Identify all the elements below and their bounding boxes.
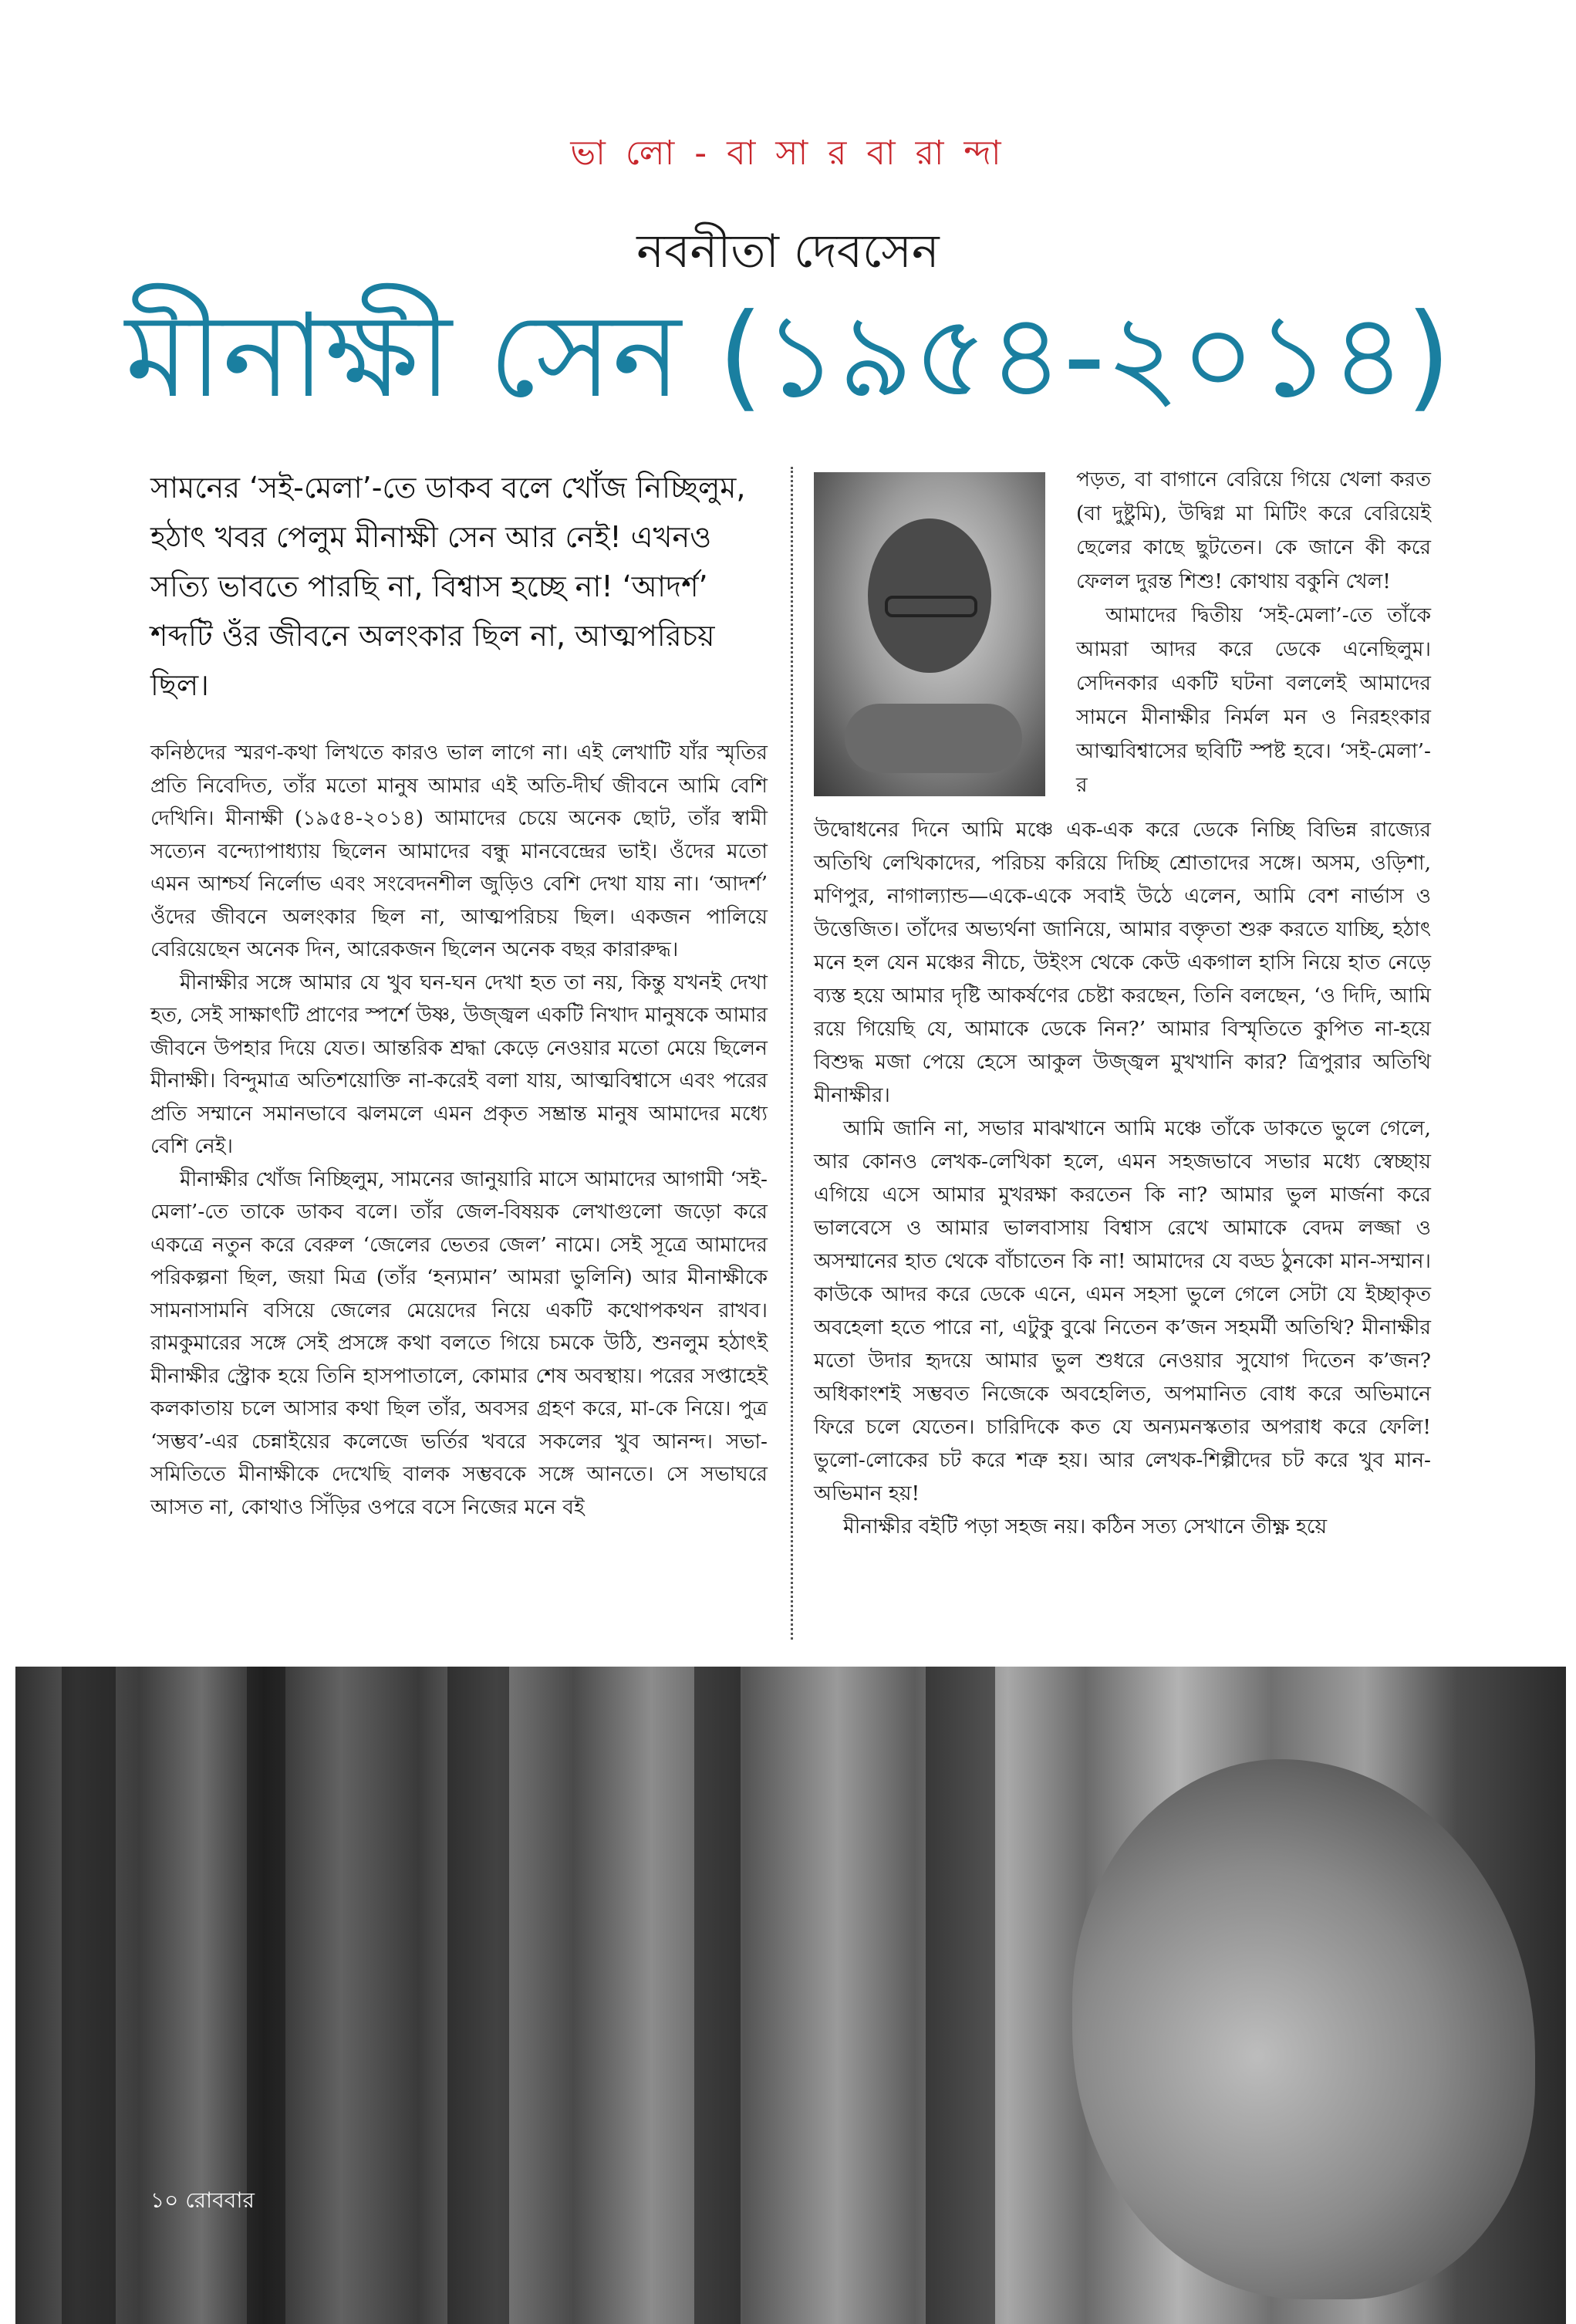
paragraph: মীনাক্ষীর খোঁজ নিচ্ছিলুম, সামনের জানুয়ারি মাসে আমাদের আগামী ‘সই-মেলা’-তে তাকে ডাকব বলে। তাঁর জেল-বিষয়ক লেখাগুলো জড়ো করে একত্রে নতুন করে বেরুল ‘জেলের ভেতর জেল’ নামে। সেই সূত্রে আমাদের পরিকল্পনা ছিল, জয়া মিত্র (তাঁর ‘হন্যমান’ আমরা ভুলিনি) আর মীনাক্ষীকে সামনাসামনি বসিয়ে জেলের মেয়েদের নিয়ে একটি কথোপকথন রাখব। রামকুমারের সঙ্গে সেই প্রসঙ্গে কথা বলতে গিয়ে চমকে উঠি, শুনলুম হঠাৎই মীনাক্ষীর স্ট্রোক হয়ে তিনি হাসপাতালে, কোমার শেষ অবস্থায়। পরের সপ্তাহেই কলকাতায় চলে আসার কথা ছিল তাঁর, অবসর গ্রহণ করে, মা-কে নিয়ে। পুত্র ‘সম্ভব’-এর চেন্নাইয়ের কলেজে ভর্তির খবরে সকলের খুব আনন্দ। সভা-সমিতিতে মীনাক্ষীকে দেখেছি বালক সম্ভবকে সঙ্গে আনতে। সে সভাঘরে আসত না, কোথাও সিঁড়ির ওপরে বসে নিজের মনে বই xyxy=(150,1167,768,1519)
prison-bars-photo xyxy=(15,1667,1566,2324)
left-column xyxy=(150,737,768,1524)
column-divider xyxy=(791,467,793,1640)
section-kicker: ভা লো - বা সা র বা রা ন্দা xyxy=(570,133,1006,173)
portrait-photo xyxy=(814,472,1045,796)
hand-on-bar xyxy=(1072,1759,1535,2299)
bar-shadow xyxy=(247,1667,285,2324)
portrait-glasses xyxy=(885,596,977,617)
bar-shadow xyxy=(694,1667,741,2324)
right-column xyxy=(814,813,1431,1543)
standfirst: সামনের ‘সই-মেলা’-তে ডাকব বলে খোঁজ নিচ্ছিলুম, হঠাৎ খবর পেলুম মীনাক্ষী সেন আর নেই! এখনও সত্যি ভাবতে পারছি না, বিশ্বাস হচ্ছে না! ‘আদর্শ’ শব্দটি ওঁর জীবনে অলংকার ছিল না, আত্মপরিচয় ছিল। xyxy=(150,471,746,702)
page-number: ১০ রোববার xyxy=(150,2187,255,2213)
bar-shadow xyxy=(62,1667,116,2324)
portrait-hands xyxy=(845,704,1022,773)
bar-shadow xyxy=(926,1667,995,2324)
paragraph: মীনাক্ষীর বইটি পড়া সহজ নয়। কঠিন সত্য সেখানে তীক্ষ্ণ হয়ে xyxy=(843,1515,1328,1539)
paragraph: কনিষ্ঠদের স্মরণ-কথা লিখতে কারও ভাল লাগে না। এই লেখাটি যাঁর স্মৃতির প্রতি নিবেদিত, তাঁর মতো মানুষ আমার এই অতি-দীর্ঘ জীবনে আমি বেশি দেখিনি। মীনাক্ষী (১৯৫৪-২০১৪) আমাদের চেয়ে অনেক ছোট, তাঁর স্বামী সত্যেন বন্দ্যোপাধ্যায় ছিলেন আমাদের বন্ধু মানবেন্দ্রের ভাই। ওঁদের মতো এমন আশ্চর্য নির্লোভ এবং সংবেদনশীল জুড়িও বেশি দেখা যায় না। ‘আদর্শ’ ওঁদের জীবনে অলংকার ছিল না, আত্মপরিচয় ছিল। একজন পালিয়ে বেরিয়েছেন অনেক দিন, আরেকজন ছিলেন অনেক বছর কারারুদ্ধ। xyxy=(150,741,768,961)
paragraph: মীনাক্ষীর সঙ্গে আমার যে খুব ঘন-ঘন দেখা হত তা নয়, কিন্তু যখনই দেখা হত, সেই সাক্ষাৎটি প্রাণের স্পর্শে উষ্ণ, উজ্জ্বল একটি নিখাদ মানুষকে আমার জীবনে উপহার দিয়ে যেত। আন্তরিক শ্রদ্ধা কেড়ে নেওয়ার মতো মেয়ে ছিলেন মীনাক্ষী। বিন্দুমাত্র অতিশয়োক্তি না-করেই বলা যায়, আত্মবিশ্বাসে এবং পরের প্রতি সম্মানে সমানভাবে ঝলমলে এমন প্রকৃত সম্ভ্রান্ত মানুষ আমাদের মধ্যে বেশি নেই। xyxy=(150,970,768,1158)
paragraph: পড়ত, বা বাগানে বেরিয়ে গিয়ে খেলা করত (বা দুষ্টুমি), উদ্বিগ্ন মা মিটিং করে বেরিয়েই ছেলের কাছে ছুটতেন। কে জানে কী করে ফেলল দুরন্ত শিশু! কোথায় বকুনি খেল! xyxy=(1076,468,1431,593)
article-title: মীনাক্ষী সেন (১৯৫৪-২০১৪) xyxy=(125,289,1451,424)
author-byline: নবনীতা দেবসেন xyxy=(636,225,940,279)
paragraph: উদ্বোধনের দিনে আমি মঞ্চে এক-এক করে ডেকে নিচ্ছি বিভিন্ন রাজ্যের অতিথি লেখিকাদের, পরিচয় করিয়ে দিচ্ছি শ্রোতাদের সঙ্গে। অসম, ওড়িশা, মণিপুর, নাগাল্যান্ড—একে-একে সবাই উঠে এলেন, আমি বেশ নার্ভাস ও উত্তেজিত। তাঁদের অভ্যর্থনা জানিয়ে, আমার বক্তৃতা শুরু করতে যাচ্ছি, হঠাৎ মনে হল যেন মঞ্চের নীচে, উইংস থেকে কেউ একগাল হাসি নিয়ে হাত নেড়ে ব্যস্ত হয়ে আমার দৃষ্টি আকর্ষণের চেষ্টা করছেন, তিনি বলছেন, ‘ও দিদি, আমি রয়ে গিয়েছি যে, আমাকে ডেকে নিন?’ আমার বিস্মৃতিতে কুপিত না-হয়ে বিশুদ্ধ মজা পেয়ে হেসে আকুল উজ্জ্বল মুখখানি কার? ত্রিপুরার অতিথি মীনাক্ষীর। xyxy=(814,818,1431,1107)
right-column-top xyxy=(1076,463,1431,802)
paragraph: আমি জানি না, সভার মাঝখানে আমি মঞ্চে তাঁকে ডাকতে ভুলে গেলে, আর কোনও লেখক-লেখিকা হলে, এমন সহজভাবে সভার মধ্যে স্বেচ্ছায় এগিয়ে এসে আমার মুখরক্ষা করতেন কি না? আমার ভুল মার্জনা করে ভালবেসে ও আমার ভালবাসায় বিশ্বাস রেখে আমাকে বেদম লজ্জা ও অসম্মানের হাত থেকে বাঁচাতেন কি না! আমাদের যে বড্ড ঠুনকো মান-সম্মান। কাউকে আদর করে ডেকে এনে, এমন সহসা ভুলে গেলে সেটা যে ইচ্ছাকৃত অবহেলা হতে পারে না, এটুকু বুঝে নিতেন ক’জন সহমর্মী অতিথি? মীনাক্ষীর মতো উদার হৃদয়ে আমার ভুল শুধরে নেওয়ার সুযোগ দিতেন ক’জন? অধিকাংশই সম্ভবত নিজেকে অবহেলিত, অপমানিত বোধ করে অভিমানে ফিরে চলে যেতেন। চারিদিকে কত যে অন্যমনস্কতার অপরাধ করে ফেলি! ভুলো-লোকের চট করে শত্রু হয়। আর লেখক-শিল্পীদের চট করে খুব মান-অভিমান হয়! xyxy=(814,1116,1431,1505)
bar-shadow xyxy=(447,1667,509,2324)
paragraph: আমাদের দ্বিতীয় ‘সই-মেলা’-তে তাঁকে আমরা আদর করে ডেকে এনেছিলুম। সেদিনকার একটি ঘটনা বললেই আমাদের সামনে মীনাক্ষীর নির্মল মন ও নিরহংকার আত্মবিশ্বাসের ছবিটি স্পষ্ট হবে। ‘সই-মেলা’-র xyxy=(1076,603,1431,797)
